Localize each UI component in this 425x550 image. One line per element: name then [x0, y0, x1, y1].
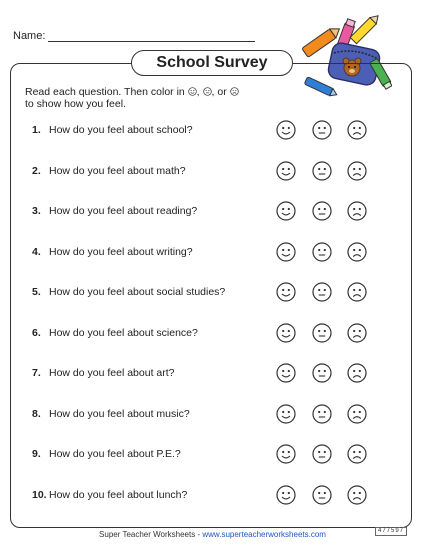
question-row — [32, 205, 197, 217]
sad-face-icon[interactable] — [347, 363, 367, 383]
instructions-line1: Read each question. Then color in — [25, 86, 185, 98]
question-number: 9. — [32, 448, 41, 460]
neutral-face-icon[interactable] — [312, 363, 332, 383]
question-row — [32, 286, 225, 298]
sad-face-icon[interactable] — [347, 485, 367, 505]
question-number: 3. — [32, 205, 41, 217]
sad-face-icon — [230, 87, 239, 96]
page-title: School Survey — [131, 50, 293, 76]
sad-face-icon[interactable] — [347, 120, 367, 140]
neutral-face-icon[interactable] — [312, 444, 332, 464]
sad-face-icon[interactable] — [347, 404, 367, 424]
happy-face-icon — [188, 87, 197, 96]
question-text: How do you feel about music? — [49, 407, 190, 420]
neutral-face-icon[interactable] — [312, 201, 332, 221]
question-text: How do you feel about science? — [49, 326, 198, 339]
happy-face-icon[interactable] — [276, 201, 296, 221]
neutral-face-icon[interactable] — [312, 323, 332, 343]
question-row — [32, 246, 193, 258]
happy-face-icon[interactable] — [276, 485, 296, 505]
question-number: 2. — [32, 164, 41, 177]
sad-face-icon[interactable] — [347, 282, 367, 302]
question-number: 1. — [32, 124, 41, 136]
question-text: How do you feel about writing? — [49, 245, 193, 258]
happy-face-icon[interactable] — [276, 282, 296, 302]
question-row — [32, 124, 193, 136]
question-text: How do you feel about school? — [49, 124, 193, 136]
instructions — [25, 86, 239, 110]
instructions-line2: to show how you feel. — [25, 98, 126, 110]
sad-face-icon[interactable] — [347, 201, 367, 221]
instructions-separator: , — [196, 86, 200, 98]
instructions-or: , or — [211, 86, 227, 98]
question-number: 5. — [32, 286, 41, 298]
worksheet-code: 477597 — [375, 527, 407, 536]
neutral-face-icon[interactable] — [312, 282, 332, 302]
footer-brand: Super Teacher Worksheets — [99, 530, 196, 539]
footer-dash: - — [195, 530, 203, 539]
question-row — [32, 327, 198, 339]
neutral-face-icon[interactable] — [312, 161, 332, 181]
question-number: 7. — [32, 367, 41, 379]
sad-face-icon[interactable] — [347, 242, 367, 262]
sad-face-icon[interactable] — [347, 444, 367, 464]
question-row — [32, 408, 190, 420]
happy-face-icon[interactable] — [276, 404, 296, 424]
question-row — [32, 367, 175, 379]
footer — [0, 530, 425, 539]
sad-face-icon[interactable] — [347, 161, 367, 181]
neutral-face-icon[interactable] — [312, 485, 332, 505]
question-text: How do you feel about art? — [49, 367, 175, 379]
question-number: 6. — [32, 326, 41, 339]
neutral-face-icon[interactable] — [312, 120, 332, 140]
sad-face-icon[interactable] — [347, 323, 367, 343]
question-number: 8. — [32, 407, 41, 420]
question-row — [32, 165, 186, 177]
neutral-face-icon — [203, 87, 212, 96]
happy-face-icon[interactable] — [276, 444, 296, 464]
question-text: How do you feel about social studies? — [49, 286, 226, 298]
name-field-line[interactable] — [48, 41, 255, 42]
happy-face-icon[interactable] — [276, 120, 296, 140]
happy-face-icon[interactable] — [276, 242, 296, 262]
question-number: 4. — [32, 245, 41, 258]
question-row — [32, 489, 187, 501]
footer-url[interactable]: www.superteacherworksheets.com — [202, 530, 326, 539]
happy-face-icon[interactable] — [276, 323, 296, 343]
neutral-face-icon[interactable] — [312, 242, 332, 262]
question-text: How do you feel about lunch? — [49, 488, 188, 501]
happy-face-icon[interactable] — [276, 161, 296, 181]
question-number: 10. — [32, 488, 47, 501]
question-text: How do you feel about math? — [49, 164, 186, 177]
happy-face-icon[interactable] — [276, 363, 296, 383]
neutral-face-icon[interactable] — [312, 404, 332, 424]
name-label: Name: — [13, 30, 46, 42]
question-text: How do you feel about reading? — [49, 205, 198, 217]
question-row — [32, 448, 181, 460]
question-text: How do you feel about P.E.? — [49, 448, 181, 460]
